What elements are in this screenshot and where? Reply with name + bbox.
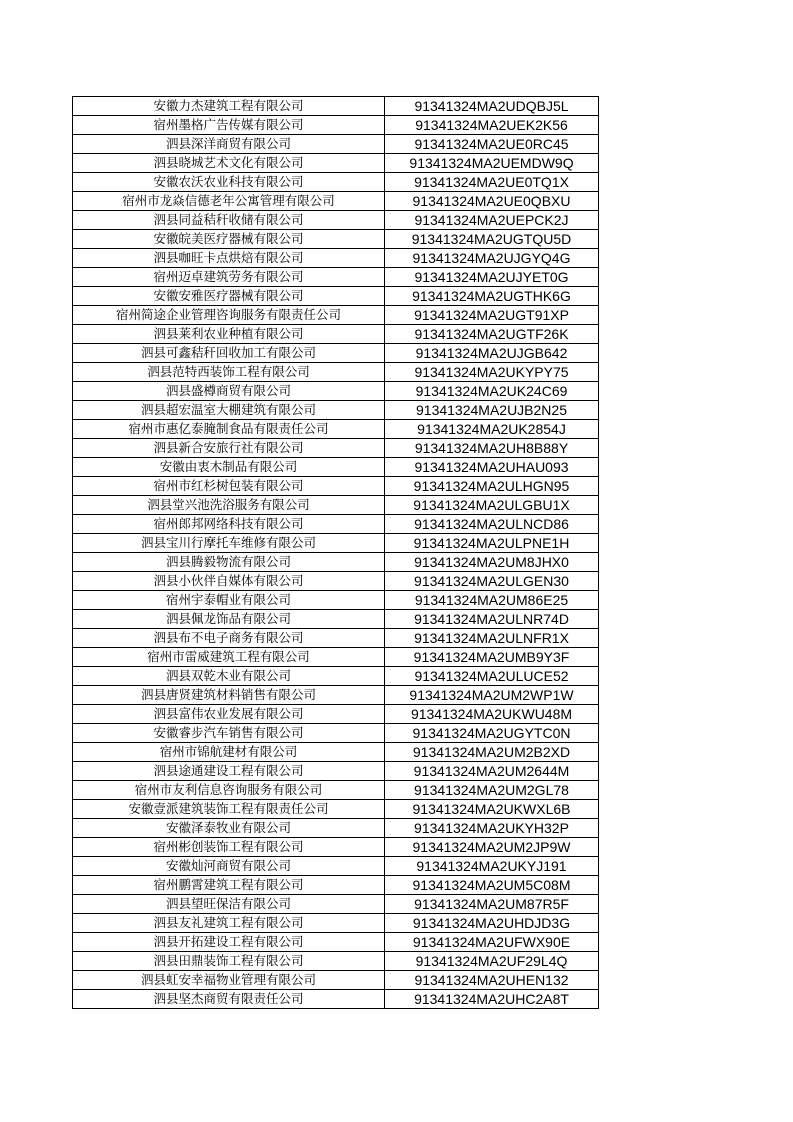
credit-code-cell: 91341324MA2UMB9Y3F <box>385 648 599 667</box>
table-row <box>73 287 599 306</box>
company-name-cell: 宿州市锦航建材有限公司 <box>73 743 385 762</box>
company-name-cell: 泗县盛樽商贸有限公司 <box>73 382 385 401</box>
table-row <box>73 895 599 914</box>
table-row <box>73 97 599 116</box>
company-name-cell: 泗县唐贤建筑材料销售有限公司 <box>73 686 385 705</box>
table-row <box>73 135 599 154</box>
table-row <box>73 173 599 192</box>
company-name-cell: 泗县新合安旅行社有限公司 <box>73 439 385 458</box>
credit-code-cell: 91341324MA2UHDJD3G <box>385 914 599 933</box>
company-name-cell: 宿州鹏霄建筑工程有限公司 <box>73 876 385 895</box>
table-row <box>73 781 599 800</box>
table-row <box>73 116 599 135</box>
credit-code-cell: 91341324MA2ULNCD86 <box>385 515 599 534</box>
credit-code-cell: 91341324MA2UM86E25 <box>385 591 599 610</box>
credit-code-cell: 91341324MA2UJYET0G <box>385 268 599 287</box>
table-row <box>73 629 599 648</box>
credit-code-cell: 91341324MA2UM2B2XD <box>385 743 599 762</box>
company-name-cell: 安徽睿步汽车销售有限公司 <box>73 724 385 743</box>
table-row <box>73 876 599 895</box>
table-row <box>73 971 599 990</box>
company-name-cell: 泗县晓城艺术文化有限公司 <box>73 154 385 173</box>
company-name-cell: 宿州墨格广告传媒有限公司 <box>73 116 385 135</box>
credit-code-cell: 91341324MA2UEK2K56 <box>385 116 599 135</box>
company-name-cell: 泗县小伙伴自媒体有限公司 <box>73 572 385 591</box>
table-row <box>73 211 599 230</box>
credit-code-cell: 91341324MA2UM2644M <box>385 762 599 781</box>
credit-code-cell: 91341324MA2UKYJ191 <box>385 857 599 876</box>
company-name-cell: 宿州市雷威建筑工程有限公司 <box>73 648 385 667</box>
credit-code-cell: 91341324MA2UM8JHX0 <box>385 553 599 572</box>
company-name-cell: 宿州宇泰帽业有限公司 <box>73 591 385 610</box>
table-row <box>73 610 599 629</box>
table-row <box>73 192 599 211</box>
company-name-cell: 泗县咖旺卡点烘焙有限公司 <box>73 249 385 268</box>
credit-code-cell: 91341324MA2UKWXL6B <box>385 800 599 819</box>
company-name-cell: 宿州彬创装饰工程有限公司 <box>73 838 385 857</box>
credit-code-cell: 91341324MA2UM5C08M <box>385 876 599 895</box>
credit-code-cell: 91341324MA2ULGEN30 <box>385 572 599 591</box>
company-name-cell: 安徽由衷木制品有限公司 <box>73 458 385 477</box>
table-row <box>73 363 599 382</box>
table-row <box>73 686 599 705</box>
company-name-cell: 泗县虹安幸福物业管理有限公司 <box>73 971 385 990</box>
table-row <box>73 439 599 458</box>
company-name-cell: 宿州市友利信息咨询服务有限公司 <box>73 781 385 800</box>
company-name-cell: 泗县佩龙饰品有限公司 <box>73 610 385 629</box>
table-row <box>73 515 599 534</box>
table-row <box>73 458 599 477</box>
company-name-cell: 安徽农沃农业科技有限公司 <box>73 173 385 192</box>
table-row <box>73 914 599 933</box>
credit-code-cell: 91341324MA2UF29L4Q <box>385 952 599 971</box>
table-row <box>73 952 599 971</box>
company-name-cell: 安徽安雅医疗器械有限公司 <box>73 287 385 306</box>
table-row <box>73 325 599 344</box>
table-row <box>73 154 599 173</box>
table-row <box>73 496 599 515</box>
company-name-cell: 宿州市红杉树包装有限公司 <box>73 477 385 496</box>
credit-code-cell: 91341324MA2UEMDW9Q <box>385 154 599 173</box>
table-row <box>73 762 599 781</box>
table-row <box>73 705 599 724</box>
credit-code-cell: 91341324MA2UE0TQ1X <box>385 173 599 192</box>
credit-code-cell: 91341324MA2UKWU48M <box>385 705 599 724</box>
credit-code-cell: 91341324MA2UK24C69 <box>385 382 599 401</box>
credit-code-cell: 91341324MA2ULNR74D <box>385 610 599 629</box>
credit-code-cell: 91341324MA2UGTF26K <box>385 325 599 344</box>
table-row <box>73 268 599 287</box>
credit-code-cell: 91341324MA2UE0QBXU <box>385 192 599 211</box>
credit-code-cell: 91341324MA2ULPNE1H <box>385 534 599 553</box>
company-name-cell: 泗县莱利农业种植有限公司 <box>73 325 385 344</box>
table-row <box>73 572 599 591</box>
company-name-cell: 泗县开拓建设工程有限公司 <box>73 933 385 952</box>
company-name-cell: 泗县堂兴池洗浴服务有限公司 <box>73 496 385 515</box>
company-name-cell: 泗县双乾木业有限公司 <box>73 667 385 686</box>
company-name-cell: 宿州简途企业管理咨询服务有限责任公司 <box>73 306 385 325</box>
table-body <box>73 97 599 1009</box>
credit-code-cell: 91341324MA2UDQBJ5L <box>385 97 599 116</box>
table-row <box>73 857 599 876</box>
company-name-cell: 宿州迈卓建筑劳务有限公司 <box>73 268 385 287</box>
credit-code-cell: 91341324MA2UJGYQ4G <box>385 249 599 268</box>
credit-code-cell: 91341324MA2ULNFR1X <box>385 629 599 648</box>
table-row <box>73 306 599 325</box>
credit-code-cell: 91341324MA2UJB2N25 <box>385 401 599 420</box>
credit-code-cell: 91341324MA2UHAU093 <box>385 458 599 477</box>
table-row <box>73 591 599 610</box>
credit-code-cell: 91341324MA2ULHGN95 <box>385 477 599 496</box>
table-row <box>73 800 599 819</box>
table-row <box>73 534 599 553</box>
credit-code-cell: 91341324MA2UHC2A8T <box>385 990 599 1009</box>
table-row <box>73 838 599 857</box>
company-name-cell: 泗县布不电子商务有限公司 <box>73 629 385 648</box>
credit-code-cell: 91341324MA2UGTQU5D <box>385 230 599 249</box>
table-row <box>73 477 599 496</box>
company-name-cell: 泗县腾毅物流有限公司 <box>73 553 385 572</box>
company-name-cell: 泗县深洋商贸有限公司 <box>73 135 385 154</box>
company-name-cell: 宿州市惠亿泰腌制食品有限责任公司 <box>73 420 385 439</box>
company-name-cell: 安徽灿河商贸有限公司 <box>73 857 385 876</box>
company-name-cell: 泗县范特西装饰工程有限公司 <box>73 363 385 382</box>
table-row <box>73 382 599 401</box>
credit-code-cell: 91341324MA2UK2854J <box>385 420 599 439</box>
credit-code-cell: 91341324MA2UHEN132 <box>385 971 599 990</box>
company-name-cell: 泗县同益秸秆收储有限公司 <box>73 211 385 230</box>
credit-code-cell: 91341324MA2UGTHK6G <box>385 287 599 306</box>
table-row <box>73 724 599 743</box>
company-name-cell: 宿州郎邦网络科技有限公司 <box>73 515 385 534</box>
credit-code-cell: 91341324MA2UM87R5F <box>385 895 599 914</box>
credit-code-cell: 91341324MA2UGYTC0N <box>385 724 599 743</box>
credit-code-cell: 91341324MA2UGT91XP <box>385 306 599 325</box>
company-name-cell: 泗县途通建设工程有限公司 <box>73 762 385 781</box>
table-row <box>73 990 599 1009</box>
credit-code-cell: 91341324MA2UKYH32P <box>385 819 599 838</box>
company-registry-table <box>72 96 599 1009</box>
table-row <box>73 230 599 249</box>
credit-code-cell: 91341324MA2UM2GL78 <box>385 781 599 800</box>
credit-code-cell: 91341324MA2UKYPY75 <box>385 363 599 382</box>
table-row <box>73 743 599 762</box>
table-row <box>73 819 599 838</box>
credit-code-cell: 91341324MA2UE0RC45 <box>385 135 599 154</box>
credit-code-cell: 91341324MA2UH8B88Y <box>385 439 599 458</box>
company-name-cell: 安徽皖美医疗器械有限公司 <box>73 230 385 249</box>
company-name-cell: 泗县友礼建筑工程有限公司 <box>73 914 385 933</box>
credit-code-cell: 91341324MA2UFWX90E <box>385 933 599 952</box>
credit-code-cell: 91341324MA2UM2JP9W <box>385 838 599 857</box>
company-name-cell: 安徽壹派建筑装饰工程有限责任公司 <box>73 800 385 819</box>
table-row <box>73 344 599 363</box>
table-row <box>73 667 599 686</box>
table-row <box>73 420 599 439</box>
company-name-cell: 宿州市龙焱信德老年公寓管理有限公司 <box>73 192 385 211</box>
company-name-cell: 泗县富伟农业发展有限公司 <box>73 705 385 724</box>
table-row <box>73 401 599 420</box>
credit-code-cell: 91341324MA2ULUCE52 <box>385 667 599 686</box>
company-name-cell: 泗县可鑫秸秆回收加工有限公司 <box>73 344 385 363</box>
credit-code-cell: 91341324MA2UM2WP1W <box>385 686 599 705</box>
company-name-cell: 泗县田鼎装饰工程有限公司 <box>73 952 385 971</box>
table-row <box>73 249 599 268</box>
company-name-cell: 泗县望旺保洁有限公司 <box>73 895 385 914</box>
company-name-cell: 泗县坚杰商贸有限责任公司 <box>73 990 385 1009</box>
table-row <box>73 553 599 572</box>
credit-code-cell: 91341324MA2ULGBU1X <box>385 496 599 515</box>
company-name-cell: 安徽力杰建筑工程有限公司 <box>73 97 385 116</box>
company-name-cell: 泗县超宏温室大棚建筑有限公司 <box>73 401 385 420</box>
credit-code-cell: 91341324MA2UJGB642 <box>385 344 599 363</box>
table-row <box>73 933 599 952</box>
company-name-cell: 安徽泽泰牧业有限公司 <box>73 819 385 838</box>
company-name-cell: 泗县宝川行摩托车维修有限公司 <box>73 534 385 553</box>
credit-code-cell: 91341324MA2UEPCK2J <box>385 211 599 230</box>
table-row <box>73 648 599 667</box>
